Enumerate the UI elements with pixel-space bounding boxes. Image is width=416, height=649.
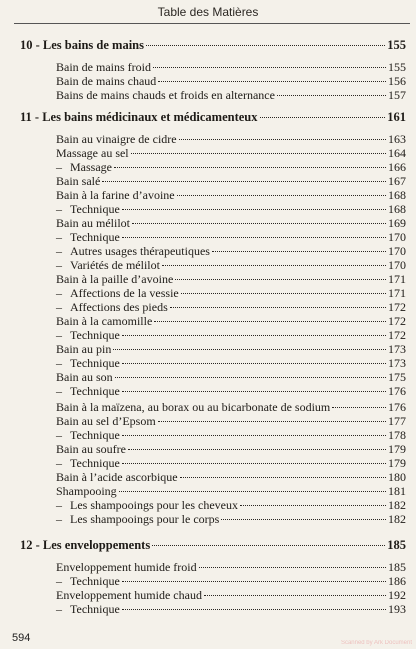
toc-page-number: 182 bbox=[388, 498, 406, 512]
dash-marker: – bbox=[56, 230, 62, 244]
toc-label: Bain au mélilot bbox=[56, 216, 130, 230]
toc-page-number: 168 bbox=[388, 202, 406, 216]
toc-label: Affections de la vessie bbox=[70, 286, 179, 300]
dot-leader bbox=[122, 391, 386, 392]
toc-subentry bbox=[56, 498, 406, 512]
toc-label: Bain à la maïzena, au borax ou au bicarbonate de sodium bbox=[56, 400, 331, 414]
toc-subentry bbox=[56, 328, 406, 342]
toc-subentry bbox=[56, 602, 406, 616]
dot-leader bbox=[175, 279, 386, 280]
toc-section bbox=[20, 110, 406, 124]
toc-page-number: 177 bbox=[388, 414, 406, 428]
toc-page-number: 185 bbox=[387, 538, 406, 552]
toc-page-number: 169 bbox=[388, 216, 406, 230]
toc-page-number: 173 bbox=[388, 356, 406, 370]
toc-label: Technique bbox=[70, 574, 120, 588]
dot-leader bbox=[177, 195, 386, 196]
toc-label: Technique bbox=[70, 202, 120, 216]
toc-entry bbox=[56, 188, 406, 202]
dot-leader bbox=[122, 363, 386, 364]
toc-label: Bain de mains froid bbox=[56, 60, 151, 74]
toc-entry bbox=[56, 400, 406, 414]
toc-page-number: 161 bbox=[387, 110, 406, 124]
dash-marker: – bbox=[56, 384, 62, 398]
toc-page-number: 179 bbox=[388, 456, 406, 470]
toc-label: Massage au sel bbox=[56, 146, 129, 160]
toc-label: Bain de mains chaud bbox=[56, 74, 157, 88]
toc-page-number: 172 bbox=[388, 314, 406, 328]
toc-label: Bains de mains chauds et froids en alternance bbox=[56, 88, 275, 102]
toc-section bbox=[20, 38, 406, 52]
scanner-watermark: Scanned by Ark Document bbox=[340, 640, 412, 646]
toc-label: 10 - Les bains de mains bbox=[20, 38, 144, 52]
dot-leader bbox=[122, 609, 386, 610]
toc-label: Les shampooings pour les cheveux bbox=[70, 498, 238, 512]
toc-subentry bbox=[56, 574, 406, 588]
dot-leader bbox=[128, 449, 386, 450]
toc-subentry bbox=[56, 512, 406, 526]
dash-marker: – bbox=[56, 300, 62, 314]
dot-leader bbox=[122, 463, 386, 464]
toc-section bbox=[20, 538, 406, 552]
dash-marker: – bbox=[56, 258, 62, 272]
toc-entry bbox=[56, 342, 406, 356]
toc-label: Bain à la farine d’avoine bbox=[56, 188, 175, 202]
dot-leader bbox=[158, 421, 386, 422]
toc-label: Enveloppement humide chaud bbox=[56, 588, 202, 602]
toc-label: Bain au soufre bbox=[56, 442, 126, 456]
toc-label: Variétés de mélilot bbox=[70, 258, 160, 272]
toc-subentry bbox=[56, 428, 406, 442]
toc-page-number: 173 bbox=[388, 342, 406, 356]
toc-page-number: 172 bbox=[388, 328, 406, 342]
toc-label: Technique bbox=[70, 384, 120, 398]
toc-label: Autres usages thérapeutiques bbox=[70, 244, 210, 258]
toc-page-number: 175 bbox=[388, 370, 406, 384]
toc-entry bbox=[56, 470, 406, 484]
toc-label: Bain salé bbox=[56, 174, 101, 188]
dot-leader bbox=[131, 153, 386, 154]
dash-marker: – bbox=[56, 456, 62, 470]
toc-page-number: 167 bbox=[388, 174, 406, 188]
toc-page-number: 170 bbox=[388, 258, 406, 272]
toc-page-number: 155 bbox=[388, 60, 406, 74]
dot-leader bbox=[122, 335, 386, 336]
dot-leader bbox=[332, 407, 386, 408]
toc-label: Technique bbox=[70, 230, 120, 244]
dot-leader bbox=[122, 209, 386, 210]
toc-page-number: 180 bbox=[388, 470, 406, 484]
toc-label: Technique bbox=[70, 356, 120, 370]
toc-subentry bbox=[56, 230, 406, 244]
toc-subentry bbox=[56, 160, 406, 174]
dot-leader bbox=[122, 581, 386, 582]
dash-marker: – bbox=[56, 244, 62, 258]
dash-marker: – bbox=[56, 512, 62, 526]
dot-leader bbox=[122, 435, 386, 436]
toc-page-number: 181 bbox=[388, 484, 406, 498]
toc-label: Bain à la paille d’avoine bbox=[56, 272, 174, 286]
toc-label: Bain au son bbox=[56, 370, 113, 384]
toc-entry bbox=[56, 74, 406, 88]
toc-page-number: 155 bbox=[387, 38, 406, 52]
toc-label: 12 - Les enveloppements bbox=[20, 538, 151, 552]
toc-page-number: 185 bbox=[388, 560, 406, 574]
toc-page-number: 163 bbox=[388, 132, 406, 146]
toc-page-number: 172 bbox=[388, 300, 406, 314]
toc-label: Technique bbox=[70, 602, 120, 616]
dot-leader bbox=[152, 545, 385, 546]
toc-label: Technique bbox=[70, 456, 120, 470]
dot-leader bbox=[199, 567, 386, 568]
toc-entry bbox=[56, 88, 406, 102]
toc-label: Bain au pin bbox=[56, 342, 112, 356]
dash-marker: – bbox=[56, 428, 62, 442]
dot-leader bbox=[102, 181, 386, 182]
header-rule bbox=[14, 23, 410, 24]
dot-leader bbox=[179, 139, 386, 140]
toc-page-number: 193 bbox=[388, 602, 406, 616]
running-header: Table des Matières bbox=[157, 5, 259, 19]
toc-page-number: 176 bbox=[388, 400, 406, 414]
dash-marker: – bbox=[56, 602, 62, 616]
dash-marker: – bbox=[56, 356, 62, 370]
dot-leader bbox=[146, 45, 385, 46]
toc-label: Enveloppement humide froid bbox=[56, 560, 197, 574]
page-number: 594 bbox=[12, 632, 31, 644]
toc-page-number: 176 bbox=[388, 384, 406, 398]
toc-entry bbox=[56, 174, 406, 188]
toc-page-number: 182 bbox=[388, 512, 406, 526]
dot-leader bbox=[181, 293, 386, 294]
dot-leader bbox=[132, 223, 386, 224]
dot-leader bbox=[115, 377, 386, 378]
toc-label: Technique bbox=[70, 428, 120, 442]
toc-label: Shampooing bbox=[56, 484, 117, 498]
toc-subentry bbox=[56, 202, 406, 216]
dot-leader bbox=[212, 251, 386, 252]
toc-page-number: 186 bbox=[388, 574, 406, 588]
dot-leader bbox=[154, 321, 386, 322]
toc-label: Bain à l’acide ascorbique bbox=[56, 470, 178, 484]
toc-page-number: 179 bbox=[388, 442, 406, 456]
dash-marker: – bbox=[56, 328, 62, 342]
dot-leader bbox=[260, 117, 386, 118]
toc-entry bbox=[56, 216, 406, 230]
toc-entry bbox=[56, 414, 406, 428]
dot-leader bbox=[221, 519, 386, 520]
toc-entry bbox=[56, 442, 406, 456]
toc-entry bbox=[56, 132, 406, 146]
toc-label: Les shampooings pour le corps bbox=[70, 512, 220, 526]
toc-entry bbox=[56, 484, 406, 498]
dot-leader bbox=[114, 167, 386, 168]
dot-leader bbox=[277, 95, 386, 96]
toc-page-number: 170 bbox=[388, 244, 406, 258]
dot-leader bbox=[180, 477, 386, 478]
toc-subentry bbox=[56, 300, 406, 314]
toc-entry bbox=[56, 560, 406, 574]
dash-marker: – bbox=[56, 574, 62, 588]
toc-page-number: 170 bbox=[388, 230, 406, 244]
dot-leader bbox=[153, 67, 386, 68]
dash-marker: – bbox=[56, 286, 62, 300]
toc-label: Bain au vinaigre de cidre bbox=[56, 132, 177, 146]
dot-leader bbox=[162, 265, 386, 266]
toc-page-number: 192 bbox=[388, 588, 406, 602]
toc-entry bbox=[56, 146, 406, 160]
dash-marker: – bbox=[56, 160, 62, 174]
toc-label: Affections des pieds bbox=[70, 300, 168, 314]
toc-page-number: 168 bbox=[388, 188, 406, 202]
dash-marker: – bbox=[56, 498, 62, 512]
toc-label: Massage bbox=[70, 160, 112, 174]
toc-subentry bbox=[56, 244, 406, 258]
toc-entry bbox=[56, 314, 406, 328]
toc-page-number: 171 bbox=[388, 286, 406, 300]
toc-entry bbox=[56, 588, 406, 602]
dot-leader bbox=[122, 237, 386, 238]
toc-page-number: 178 bbox=[388, 428, 406, 442]
toc-entry bbox=[56, 370, 406, 384]
dot-leader bbox=[113, 349, 386, 350]
toc-entry bbox=[56, 60, 406, 74]
toc-subentry bbox=[56, 356, 406, 370]
toc-page-number: 164 bbox=[388, 146, 406, 160]
toc-label: Bain à la camomille bbox=[56, 314, 153, 328]
toc-subentry bbox=[56, 456, 406, 470]
dot-leader bbox=[240, 505, 386, 506]
dot-leader bbox=[158, 81, 386, 82]
toc-label: Technique bbox=[70, 328, 120, 342]
dot-leader bbox=[204, 595, 386, 596]
dot-leader bbox=[170, 307, 386, 308]
dot-leader bbox=[119, 491, 386, 492]
toc-label: 11 - Les bains médicinaux et médicamenteux bbox=[20, 110, 258, 124]
toc-subentry bbox=[56, 286, 406, 300]
dash-marker: – bbox=[56, 202, 62, 216]
toc-label: Bain au sel d’Epsom bbox=[56, 414, 156, 428]
toc-subentry bbox=[56, 384, 406, 398]
toc-subentry bbox=[56, 258, 406, 272]
toc-page-number: 156 bbox=[388, 74, 406, 88]
toc-page-number: 166 bbox=[388, 160, 406, 174]
toc-page-number: 157 bbox=[388, 88, 406, 102]
toc-page-number: 171 bbox=[388, 272, 406, 286]
toc-entry bbox=[56, 272, 406, 286]
